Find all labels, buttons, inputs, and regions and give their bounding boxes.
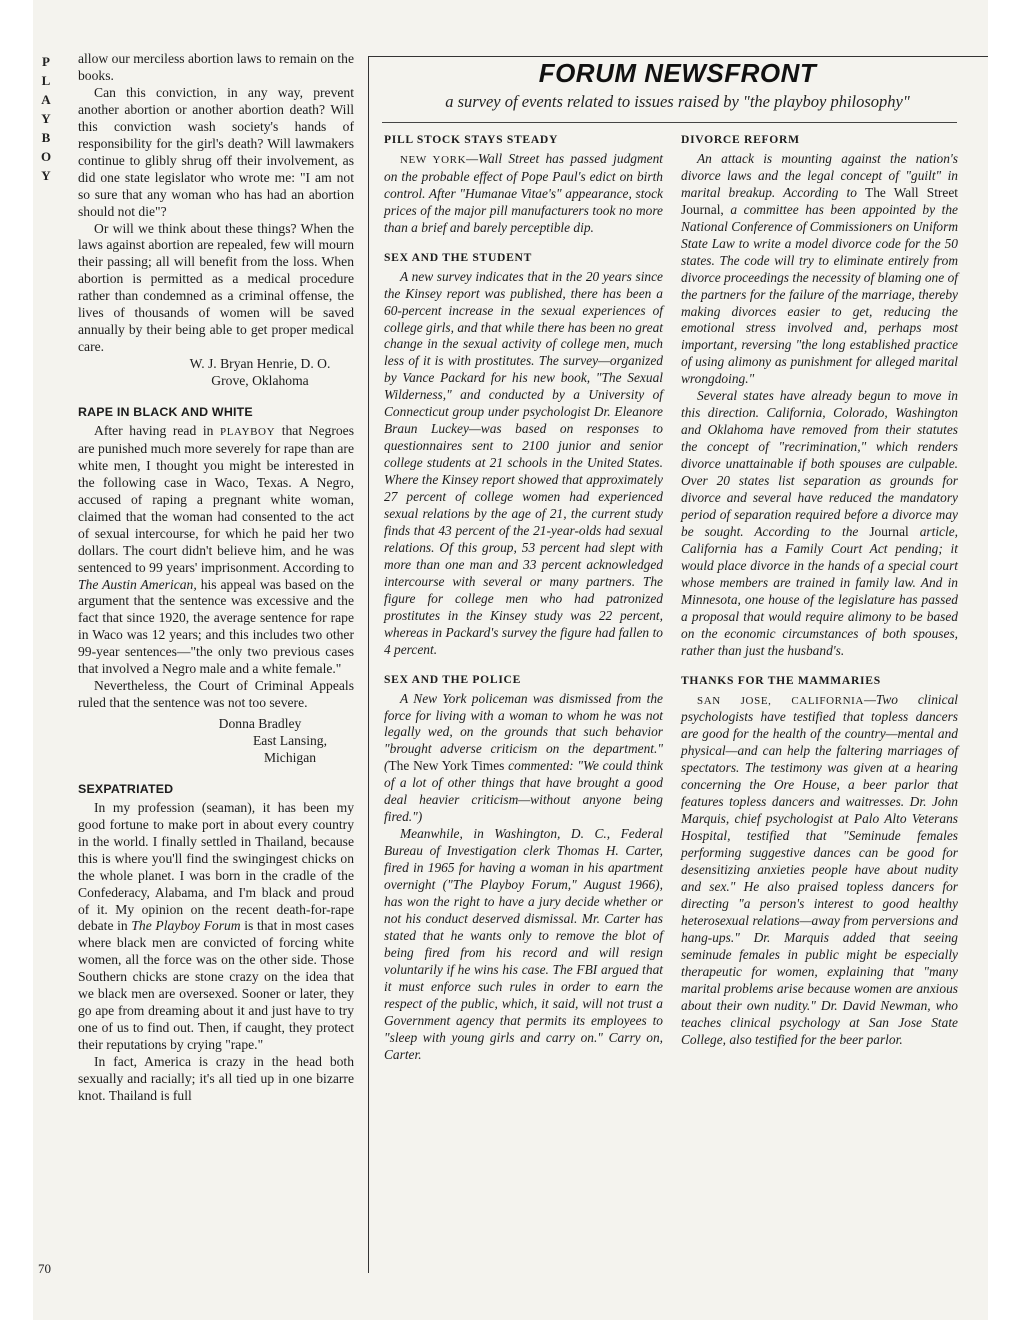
signature-name: Donna Bradley [218, 716, 302, 732]
text-run: A New York policeman was dismissed from the force for living with a woman to whom he was not legally wed, on the grounds that such behavior "brought adverse criticism on the department." ( [384, 690, 663, 774]
news-column-middle [384, 132, 663, 1064]
page-number: 70 [38, 1261, 51, 1276]
publication-name: The Wall Street Journal, [681, 184, 958, 217]
text-run: a committee has been appointed by the National Conference of Commissioners on Uniform State Law to write a model divorce code for the 50 states. The code will try to eliminate entirely from divorce proceedings the necessity of blaming one of the partners for the failure of the marriage, thereby making divorces easier to get, reducing the emotional stress involved and, perhaps most important, reversing "the long established practice of using alimony as punishment for alleged marital wrongdoing." [681, 201, 958, 387]
letter-paragraph: Nevertheless, the Court of Criminal Appeals ruled that the sentence was not too severe. [78, 678, 354, 711]
letter-paragraph [78, 423, 354, 678]
letter-paragraph [78, 800, 354, 1054]
news-heading: THANKS FOR THE MAMMARIES [681, 673, 881, 687]
news-paragraph: Meanwhile, in Washington, D. C., Federal Bureau of Investigation clerk Thomas H. Carter, fired in 1965 for having a woman in his apartment overnight ("The Playboy Forum," August 1966), has won the right to have a jury decide whether or not his conduct deserved dismissal. Mr. Carter has stated that he wants only to remove the blot of being fired from his record and will resign voluntarily if he wins his case. The FBI argued that it must enforce such rules in order to earn the respect of the public, which, it said, will not trust a Government agency that permits its employees to "sleep with young girls and carry on." Carry on, Carter. [384, 826, 663, 1062]
letter-paragraph: Or will we think about these things? When the laws against abortion are repealed, few will mourn their passing; all will benefit from the loss. When abortion is permitted as a medical procedure rather than condemned as a criminal offense, the lives of thousands of women will be saved annually by their being able to get proper medical care. [78, 220, 354, 355]
text-run: —Two clinical psychologists have testified that topless dancers are good for the health of the country—mental and physical—and can help the faltering marriages of spectators. The testimony was given at a hearing concerning the Ore House, a beer parlor that features topless dancers and waitresses. Dr. John Marquis, chief psychologist at Palo Alto Veterans Hospital, testified that "Seminude females performing suggestive dances can be good for desensitizing anxieties people have about nudity and sex." He also praised topless dancers for directing "a person's interest to good healthy heterosexual relations—away from perversions and hang-ups." Dr. Marquis added that seeing seminude females in public might be especially therapeutic for women, explaining that "many marital problems arise because women are anxious about their own nudity." Dr. David Newman, who teaches clinical psychology at San Jose State College, also testified for the beer parlor. [681, 691, 958, 1047]
text-run: that Negroes are punished much more severely for rape than are white men, I thought you might be interested in the following case in Waco, Texas. A Negro, accused of raping a pregnant white woman, claimed that the woman had consented to the act of sexual intercourse, for which he paid her two dollars. The court didn't believe him, and he was sentenced to 99 years' imprisonment. According to [78, 422, 354, 575]
dateline: NEW YORK [400, 153, 467, 166]
text-run: his appeal was based on the argument that the sentence was excessive and the fact that since 1920, the average sentence for rape in Waco was 12 years; and this includes two other 99-year sentences—"the only two previous cases that involved a Negro male and a white female." [78, 576, 354, 677]
publication-name: The Austin American, [78, 576, 197, 592]
news-heading: SEX AND THE POLICE [384, 672, 522, 686]
publication-name: The Playboy Forum [131, 918, 241, 934]
news-paragraph [681, 151, 958, 388]
news-paragraph: A new survey indicates that in the 20 years since the Kinsey report was published, there has been a 60-percent increase in the sexual experiences of college girls, and that while there has been no great change in the sexual activity of college men, much less of it is with prostitutes. The survey—organized by Vance Packard for his new book, "The Sexual Wilderness," and conducted by a University of Connecticut group under psychologist Dr. Eleanore Braun Luckey—was based on responses to questionnaires sent to 2100 junior and senior college students at 21 schools in the United States. Where the Kinsey report showed that approximately 27 percent of college women had experienced sexual relations by the age of 21, the current study finds that 43 percent of the 21-year-olds had sexual relations. Of this group, 53 percent had slept with more than one man and 33 percent acknowledged intercourse with several or many partners. The figure for college men who had patronized prostitutes in the Kinsey study was 22 percent, whereas in Packard's survey the figure had fallen to 4 percent. [384, 268, 663, 657]
news-paragraph [384, 691, 663, 827]
publication-name: The New York Times [388, 758, 505, 774]
news-heading: PILL STOCK STAYS STEADY [384, 133, 559, 146]
signature-name: W. J. Bryan Henrie, D. O. [189, 356, 331, 372]
letter-signature [166, 356, 354, 390]
letter-heading: RAPE IN BLACK AND WHITE [78, 404, 253, 419]
signature-place: East Lansing, Michigan [253, 733, 327, 765]
text-run: commented: "We could think of a lot of other things that have brought a good deal heavier criticism—without anyone being fired.") [384, 758, 664, 825]
letter-signature [166, 716, 354, 767]
forum-title: FORUM NEWSFRONT [538, 58, 817, 88]
letter-paragraph: allow our merciless abortion laws to remain on the books. [78, 51, 354, 83]
text-run: is that in most cases where black men are convicted of forcing white women, all the force was on the other side. Those Southern chicks are stone crazy on the idea that we black men are oversexed. Sooner or later, they go ape from dreaming about it and just have to try one of us to find out. Then, if caught, they protect their reputations by crying "rape." [78, 918, 355, 1053]
letter-paragraph: In fact, America is crazy in the head both sexually and racially; it's all tied up in one bizarre knot. Thailand is full [78, 1054, 354, 1103]
news-paragraph [384, 151, 663, 237]
text-run: After having read in [94, 422, 220, 438]
letters-column [78, 51, 354, 1105]
forum-subtitle: a survey of events related to issues raised by "the playboy philosophy" [445, 92, 910, 111]
news-paragraph [681, 388, 958, 659]
text-run: article, California has a Family Court Act pending; it would place divorce in the hands of a special court whose members are trained in family law. And in Minnesota, one house of the legislature has passed a proposal that would require alimony to be based on the economic circumstances of both spouses, rather than just the husband's. [681, 523, 958, 658]
signature-place: Grove, Oklahoma [211, 373, 309, 389]
letter-paragraph: Can this conviction, in any way, prevent another abortion or another abortion death? Will this conviction wash society's hands of responsibility for the girl's death? Will lawmakers continue to glibly shrug off their involvement, as did one state legislator who wrote me: "I am not so sure that any woman who has had an abortion should not die"? [78, 84, 354, 219]
news-heading: DIVORCE REFORM [681, 133, 800, 146]
letter-heading: SEXPATRIATED [78, 781, 174, 796]
text-run: An attack is mounting against the nation's divorce laws and the legal concept of "guilt" in marital breakup. According to [681, 150, 958, 200]
text-run: In my profession (seaman), it has been my good fortune to make port in about every country in the world. I finally settled in Thailand, because this is where you'll find the swingingest chicks on the whole planet. I was born in the cradle of the Confederacy, Alabama, and I'm black and proud of it. My opinion on the recent death-for-rape debate in [78, 799, 354, 934]
text-run: —Wall Street has passed judgment on the probable effect of Pope Paul's edict on birth control. After "Humanae Vitae's" appearance, stock prices of the major pill manufacturers took no more than a brief and barely perceptible dip. [384, 150, 663, 235]
magazine-side-mark: P L A Y B O Y [40, 54, 52, 183]
news-heading: SEX AND THE STUDENT [384, 250, 533, 264]
title-rule [382, 122, 957, 123]
news-column-right [681, 132, 958, 1049]
publication-name: Journal [869, 523, 909, 539]
magazine-name: PLAYBOY [220, 425, 276, 438]
dateline: SAN JOSE, CALIFORNIA [697, 694, 864, 707]
news-paragraph [681, 692, 958, 1049]
text-run: Several states have already begun to move in this direction. California, Colorado, Washington and Oklahoma have removed from their statutes the concept of "recrimination," which renders divorce unattainable if both spouses are culpable. Over 20 states list separation as grounds for divorce and several have reduced the mandatory period of separation required before a divorce may be sought. According to the [681, 388, 958, 539]
